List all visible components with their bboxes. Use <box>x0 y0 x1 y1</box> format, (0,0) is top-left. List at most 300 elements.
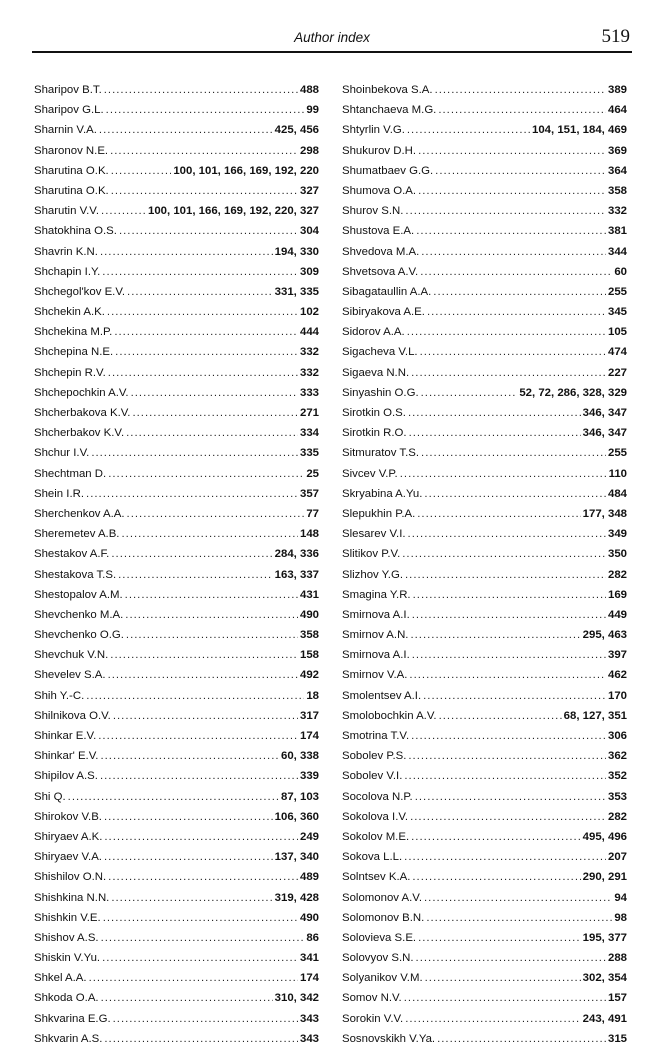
index-entry <box>34 524 319 544</box>
dot-leader <box>405 1009 580 1029</box>
page-references: 249 <box>299 830 319 843</box>
index-entry <box>34 342 319 362</box>
index-entry <box>342 120 627 140</box>
index-entry <box>34 221 319 241</box>
page-references: 341 <box>299 952 319 965</box>
dot-leader <box>408 524 606 544</box>
dot-leader <box>101 928 305 948</box>
author-name: Sobolev V.I. <box>342 770 403 783</box>
dot-leader <box>424 888 612 908</box>
author-name: Sidorov A.A. <box>342 326 405 339</box>
page-references: 425, 456 <box>274 124 319 137</box>
page-references: 364 <box>607 164 627 177</box>
dot-leader <box>408 403 581 423</box>
dot-leader <box>113 1009 298 1029</box>
page-references: 271 <box>299 407 319 419</box>
index-entry <box>34 787 319 807</box>
index-entry <box>342 464 627 484</box>
author-name: Shchegol'kov E.V. <box>34 285 126 298</box>
dot-leader <box>404 766 606 786</box>
index-column-left <box>34 80 319 1049</box>
author-name: Solovieva S.E. <box>342 931 417 944</box>
page-references: 490 <box>299 608 319 621</box>
page-references: 290, 291 <box>582 871 627 884</box>
dot-leader <box>416 221 606 241</box>
index-entry <box>342 645 627 665</box>
index-entry <box>34 403 319 423</box>
page-references: 449 <box>607 608 627 621</box>
page-references: 319, 428 <box>274 891 319 904</box>
author-name: Shishov A.S. <box>34 931 99 944</box>
dot-leader <box>402 544 606 564</box>
dot-leader <box>409 665 606 685</box>
index-entry <box>34 443 319 463</box>
author-name: Shishilov O.N. <box>34 871 107 884</box>
page-references: 331, 335 <box>274 285 319 298</box>
index-entry <box>34 504 319 524</box>
author-name: Shchur I.V. <box>34 447 90 460</box>
index-entry <box>342 504 627 524</box>
dot-leader <box>125 585 298 605</box>
dot-leader <box>111 181 298 201</box>
dot-leader <box>104 827 298 847</box>
dot-leader <box>405 201 606 221</box>
page-references: 431 <box>299 588 319 601</box>
dot-leader <box>126 423 298 443</box>
index-entry <box>34 141 319 161</box>
index-entry <box>342 342 627 362</box>
index-entry <box>342 181 627 201</box>
dot-leader <box>410 807 606 827</box>
page-references: 104, 151, 184, 469 <box>531 124 627 137</box>
index-entry <box>342 706 627 726</box>
dot-leader <box>427 302 606 322</box>
author-name: Smotrina T.V. <box>342 730 410 742</box>
dot-leader <box>125 605 298 625</box>
page-references: 306 <box>607 730 627 742</box>
dot-leader <box>68 787 279 807</box>
index-entry <box>342 201 627 221</box>
author-name: Shukurov D.H. <box>342 144 417 157</box>
index-entry <box>34 484 319 504</box>
page-references: 295, 463 <box>582 629 627 642</box>
page-references: 397 <box>607 649 627 662</box>
index-entry <box>342 484 627 504</box>
author-name: Sherchenkov A.A. <box>34 507 125 520</box>
dot-leader <box>413 585 606 605</box>
page-references: 102 <box>299 306 319 319</box>
dot-leader <box>89 968 298 988</box>
dot-leader <box>111 544 272 564</box>
dot-leader <box>104 847 273 867</box>
index-entry <box>342 726 627 746</box>
author-name: Sharipov G.L. <box>34 104 104 117</box>
page-references: 68, 127, 351 <box>563 709 627 722</box>
page-references: 464 <box>607 104 627 117</box>
page-references: 110 <box>608 467 627 480</box>
dot-leader <box>404 847 606 867</box>
author-name: Sitmuratov T.S. <box>342 447 420 460</box>
page-references: 105 <box>607 326 627 339</box>
page-references: 490 <box>299 911 319 924</box>
page-references: 474 <box>607 346 627 359</box>
index-entry <box>342 100 627 120</box>
index-entry <box>34 565 319 585</box>
dot-leader <box>421 383 518 403</box>
page-references: 315 <box>607 1032 627 1045</box>
index-entry <box>34 282 319 302</box>
page-references: 98 <box>614 911 627 924</box>
dot-leader <box>100 766 298 786</box>
dot-leader <box>114 322 298 342</box>
dot-leader <box>121 524 298 544</box>
index-entry <box>342 665 627 685</box>
dot-leader <box>421 443 606 463</box>
index-entry <box>34 766 319 786</box>
author-name: Shurov S.N. <box>342 205 404 218</box>
author-name: Sokolova I.V. <box>342 810 409 823</box>
dot-leader <box>108 464 304 484</box>
author-name: Shchepin R.V. <box>34 366 106 379</box>
dot-leader <box>101 201 146 221</box>
index-entry <box>342 867 627 887</box>
dot-leader <box>400 464 607 484</box>
dot-leader <box>421 242 606 262</box>
index-entry <box>342 948 627 968</box>
index-entry <box>342 302 627 322</box>
index-entry <box>34 807 319 827</box>
page-references: 284, 336 <box>274 548 319 561</box>
dot-leader <box>438 100 606 120</box>
author-name: Smagina Y.R. <box>342 588 411 601</box>
author-name: Somov N.V. <box>342 992 402 1005</box>
page-references: 358 <box>607 184 627 197</box>
page-references: 207 <box>607 851 627 864</box>
author-name: Shchepina N.E. <box>34 346 114 359</box>
index-entry <box>34 706 319 726</box>
index-entry <box>34 1009 319 1029</box>
page-references: 195, 377 <box>582 931 627 944</box>
author-name: Sharutina O.K. <box>34 164 109 177</box>
dot-leader <box>108 867 298 887</box>
author-name: Shestakov A.F. <box>34 548 110 561</box>
index-entry <box>34 201 319 221</box>
page-references: 157 <box>607 992 627 1005</box>
dot-leader <box>127 504 305 524</box>
author-name: Sivcev V.P. <box>342 467 398 480</box>
dot-leader <box>439 706 562 726</box>
page-references: 25 <box>306 467 319 480</box>
author-name: Shih Y.-C. <box>34 689 85 702</box>
page-references: 389 <box>607 84 627 96</box>
page-references: 488 <box>299 84 319 96</box>
author-name: Shevchenko M.A. <box>34 608 124 621</box>
author-name: Shestopalov A.M. <box>34 588 123 601</box>
author-name: Smirnova A.I. <box>342 649 410 662</box>
index-entry <box>342 322 627 342</box>
author-name: Slizhov Y.G. <box>342 568 403 581</box>
index-entry <box>342 80 627 100</box>
page-references: 298 <box>299 144 319 157</box>
page-references: 345 <box>607 306 627 319</box>
dot-leader <box>119 221 298 241</box>
author-name: Shchekina M.P. <box>34 326 113 339</box>
page-references: 304 <box>299 225 319 238</box>
page-references: 87, 103 <box>280 790 319 803</box>
author-name: Sokova L.L. <box>342 851 403 864</box>
dot-leader <box>106 100 305 120</box>
author-name: Socolova N.P. <box>342 790 413 803</box>
author-name: Shevchenko O.G. <box>34 629 124 642</box>
page-references: 492 <box>299 669 319 682</box>
page-references: 349 <box>607 528 627 541</box>
author-name: Smolobochkin A.V. <box>342 709 437 722</box>
index-entry <box>34 888 319 908</box>
index-entry <box>342 262 627 282</box>
dot-leader <box>405 565 606 585</box>
dot-leader <box>437 1029 606 1049</box>
dot-leader <box>127 282 273 302</box>
author-name: Shtanchaeva M.G. <box>342 104 437 117</box>
dot-leader <box>100 746 279 766</box>
author-name: Shoinbekova S.A. <box>342 84 433 96</box>
dot-leader <box>104 807 273 827</box>
index-entry <box>34 746 319 766</box>
page-references: 489 <box>299 871 319 884</box>
dot-leader <box>420 342 606 362</box>
author-name: Shkvarin A.S. <box>34 1032 103 1045</box>
author-name: Sosnovskikh V.Ya. <box>342 1032 436 1045</box>
index-entry <box>342 686 627 706</box>
page-references: 302, 354 <box>582 972 627 985</box>
author-name: Solovyov S.N. <box>342 952 414 965</box>
author-name: Sirotkin O.S. <box>342 407 406 419</box>
dot-leader <box>418 928 581 948</box>
dot-leader <box>417 504 580 524</box>
dot-leader <box>404 988 606 1008</box>
page-references: 194, 330 <box>274 245 319 258</box>
author-name: Shkoda O.A. <box>34 992 99 1005</box>
page-references: 344 <box>607 245 627 258</box>
dot-leader <box>412 645 606 665</box>
author-name: Shcherbakov K.V. <box>34 427 125 440</box>
author-name: Shumova O.A. <box>342 184 417 197</box>
dot-leader <box>418 181 606 201</box>
page-references: 369 <box>607 144 627 157</box>
index-column-right <box>342 80 627 1049</box>
page-references: 332 <box>607 205 627 218</box>
author-name: Shatokhina O.S. <box>34 225 117 238</box>
page-references: 350 <box>607 548 627 561</box>
dot-leader <box>131 383 298 403</box>
index-entry <box>34 645 319 665</box>
dot-leader <box>410 625 580 645</box>
author-name: Sibiryakova A.E. <box>342 306 425 319</box>
author-name: Shiryaev A.K. <box>34 830 103 843</box>
index-entry <box>34 363 319 383</box>
author-name: Sharutina O.K. <box>34 184 109 197</box>
dot-leader <box>108 363 298 383</box>
dot-leader <box>110 141 298 161</box>
author-name: Shiryaev V.A. <box>34 851 102 864</box>
dot-leader <box>86 686 304 706</box>
author-name: Solomonov B.N. <box>342 911 425 924</box>
dot-leader <box>113 706 298 726</box>
index-entry <box>34 120 319 140</box>
author-name: Shchapin I.Y. <box>34 265 101 278</box>
dot-leader <box>425 968 581 988</box>
author-name: Solntsev K.A. <box>342 871 411 884</box>
page-references: 99 <box>306 104 319 117</box>
author-name: Shilnikova O.V. <box>34 709 111 722</box>
index-entry <box>34 726 319 746</box>
dot-leader <box>126 625 298 645</box>
index-entry <box>342 827 627 847</box>
page-references: 137, 340 <box>274 851 319 864</box>
author-name: Shipilov A.S. <box>34 770 98 783</box>
page-references: 317 <box>299 709 319 722</box>
index-entry <box>34 988 319 1008</box>
page-references: 60, 338 <box>280 750 319 763</box>
page-references: 282 <box>607 568 627 581</box>
author-name: Sirotkin R.O. <box>342 427 407 440</box>
page-references: 484 <box>607 487 627 500</box>
dot-leader <box>111 888 272 908</box>
dot-leader <box>102 262 298 282</box>
page-references: 495, 496 <box>582 830 627 843</box>
dot-leader <box>100 242 273 262</box>
author-name: Shkel A.A. <box>34 972 87 985</box>
author-name: Skryabina A.Yu. <box>342 487 423 500</box>
author-name: Sinyashin O.G. <box>342 386 419 399</box>
index-entry <box>342 141 627 161</box>
page-references: 346, 347 <box>582 427 627 440</box>
dot-leader <box>115 342 298 362</box>
page-references: 255 <box>607 447 627 460</box>
dot-leader <box>132 403 298 423</box>
author-name: Shishkina N.N. <box>34 891 110 904</box>
page-references: 94 <box>614 891 627 904</box>
dot-leader <box>407 120 530 140</box>
page-references: 255 <box>607 285 627 298</box>
page-references: 77 <box>306 507 319 520</box>
page-references: 462 <box>607 669 627 682</box>
author-name: Shinkar E.V. <box>34 730 97 742</box>
author-name: Slesarev V.I. <box>342 528 406 541</box>
page-references: 148 <box>299 528 319 541</box>
author-name: Sigacheva V.L. <box>342 346 418 359</box>
page-references: 343 <box>299 1032 319 1045</box>
dot-leader <box>86 484 298 504</box>
page-references: 346, 347 <box>582 407 627 419</box>
author-name: Shcherbakova K.V. <box>34 407 131 419</box>
author-name: Sharipov B.T. <box>34 84 102 96</box>
page-references: 381 <box>607 225 627 238</box>
page-references: 60 <box>614 265 627 278</box>
page-references: 339 <box>299 770 319 783</box>
index-entry <box>34 968 319 988</box>
page-references: 177, 348 <box>582 507 627 520</box>
dot-leader <box>426 908 612 928</box>
author-name: Shestakova T.S. <box>34 568 117 581</box>
dot-leader <box>412 605 606 625</box>
author-name: Shishkin V.E. <box>34 911 101 924</box>
page-references: 362 <box>607 750 627 763</box>
index-entry <box>342 403 627 423</box>
index-entry <box>342 766 627 786</box>
index-entry <box>34 464 319 484</box>
author-name: Smirnov V.A. <box>342 669 408 682</box>
page-references: 18 <box>306 689 319 702</box>
index-entry <box>34 423 319 443</box>
author-name: Sheremetev A.B. <box>34 528 120 541</box>
author-name: Solomonov A.V. <box>342 891 423 904</box>
dot-leader <box>435 161 606 181</box>
index-entry <box>34 322 319 342</box>
dot-leader <box>104 80 298 100</box>
dot-leader <box>412 867 580 887</box>
index-entry <box>342 161 627 181</box>
author-name: Shtyrlin V.G. <box>342 124 405 137</box>
page-references: 333 <box>299 386 319 399</box>
index-entry <box>342 282 627 302</box>
index-entry <box>342 423 627 443</box>
dot-leader <box>424 484 606 504</box>
author-name: Sigaeva N.N. <box>342 366 410 379</box>
author-name: Sokolov M.E. <box>342 830 410 843</box>
dot-leader <box>423 686 606 706</box>
author-name: Shiskin V.Yu. <box>34 952 101 965</box>
index-entry <box>34 928 319 948</box>
author-name: Shavrin K.N. <box>34 245 98 258</box>
page-references: 288 <box>607 952 627 965</box>
index-entry <box>342 968 627 988</box>
index-entry <box>34 383 319 403</box>
index-entry <box>34 100 319 120</box>
index-entry <box>342 242 627 262</box>
index-entry <box>34 80 319 100</box>
index-entry <box>34 262 319 282</box>
author-name: Sharnin V.A. <box>34 124 97 137</box>
index-entry <box>342 847 627 867</box>
author-name: Shein I.R. <box>34 487 85 500</box>
page-references: 243, 491 <box>582 1012 627 1025</box>
index-entry <box>34 908 319 928</box>
dot-leader <box>108 665 298 685</box>
index-entry <box>34 867 319 887</box>
page-references: 106, 360 <box>274 810 319 823</box>
dot-leader <box>411 363 606 383</box>
author-name: Slitikov P.V. <box>342 548 401 561</box>
index-entry <box>342 807 627 827</box>
index-entry <box>34 605 319 625</box>
index-entry <box>342 746 627 766</box>
dot-leader <box>418 141 606 161</box>
header-rule <box>32 51 632 53</box>
page-references: 332 <box>299 346 319 359</box>
author-name: Shvetsova A.V. <box>342 265 419 278</box>
index-entry <box>342 988 627 1008</box>
dot-leader <box>416 948 606 968</box>
page-number: 519 <box>601 26 630 47</box>
page-references: 353 <box>607 790 627 803</box>
author-name: Smolentsev A.I. <box>342 689 422 702</box>
page-references: 335 <box>299 447 319 460</box>
dot-leader <box>411 827 581 847</box>
page-references: 174 <box>299 730 319 742</box>
page-references: 52, 72, 286, 328, 329 <box>519 386 627 399</box>
dot-leader <box>118 565 273 585</box>
